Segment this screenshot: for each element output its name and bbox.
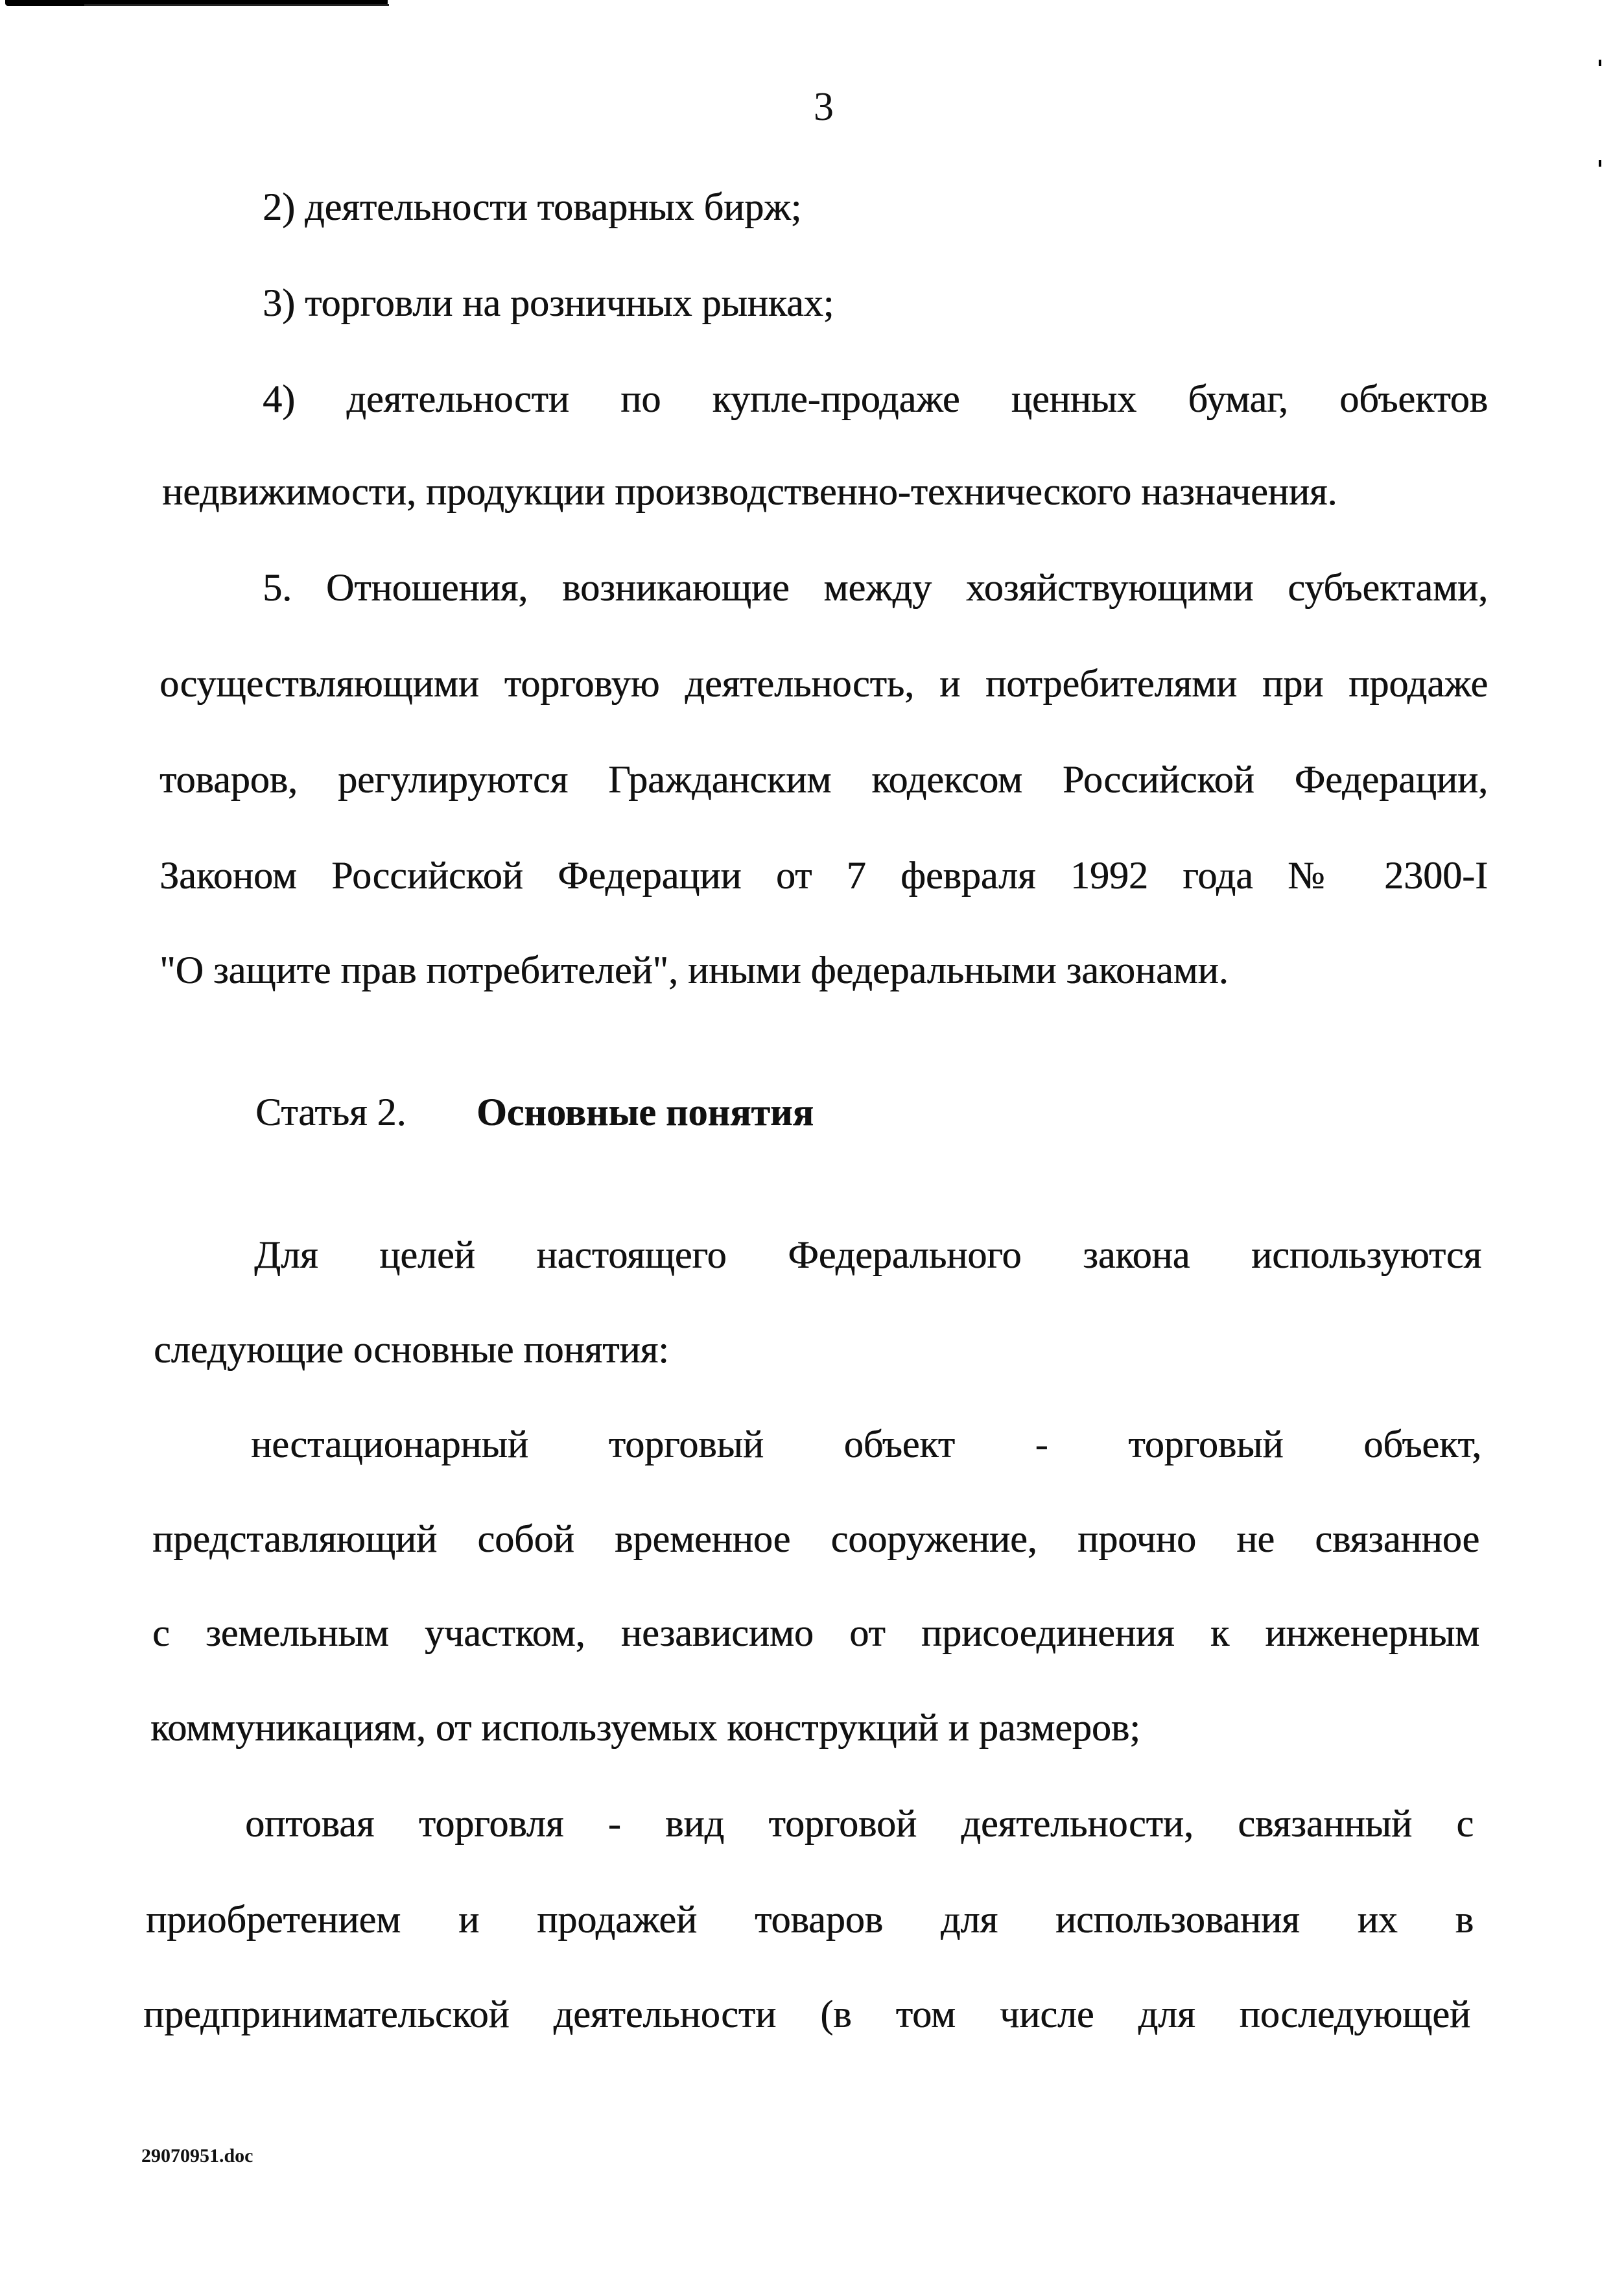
- list-item: 3) торговли на розничных рынках;: [263, 281, 834, 324]
- definition-line: приобретением и продажей товаров для использования их в: [146, 1898, 1474, 1941]
- list-item-line: 4) деятельности по купле-продаже ценных бумаг, объектов: [263, 377, 1488, 420]
- scan-artifact-dot: [1599, 60, 1601, 66]
- scan-artifact-dot: [1599, 160, 1601, 167]
- paragraph-line: товаров, регулируются Гражданским кодексом Российской Федерации,: [159, 758, 1488, 801]
- article-number: Статья 2.: [255, 1091, 406, 1133]
- definition-line: с земельным участком, независимо от присоединения к инженерным: [152, 1611, 1479, 1654]
- paragraph-line: 5. Отношения, возникающие между хозяйствующими субъектами,: [263, 566, 1488, 609]
- definition-line: оптовая торговля - вид торговой деятельности, связанный с: [245, 1802, 1474, 1845]
- paragraph-line: следующие основные понятия:: [154, 1328, 669, 1371]
- definition-line: коммуникациям, от используемых конструкций и размеров;: [150, 1706, 1140, 1749]
- paragraph-line: Для целей настоящего Федерального закона используются: [254, 1233, 1481, 1276]
- scan-artifact-line: [84, 4, 389, 6]
- article-title: Основные понятия: [477, 1091, 814, 1133]
- definition-line: нестационарный торговый объект - торговый объект,: [251, 1423, 1481, 1465]
- list-item: 2) деятельности товарных бирж;: [263, 185, 802, 228]
- definition-line: предпринимательской деятельности (в том числе для последующей: [143, 1993, 1470, 2035]
- definition-line: представляющий собой временное сооружение, прочно не связанное: [152, 1517, 1479, 1560]
- list-item-line: недвижимости, продукции производственно-технического назначения.: [162, 470, 1337, 513]
- footer-filename: 29070951.doc: [141, 2145, 253, 2166]
- paragraph-line: осуществляющими торговую деятельность, и потребителями при продаже: [159, 662, 1488, 705]
- paragraph-line: Законом Российской Федерации от 7 февраля 1992 года № 2300-I: [159, 854, 1488, 897]
- page-number: 3: [814, 85, 834, 129]
- paragraph-line: "О защите прав потребителей", иными федеральными законами.: [159, 949, 1229, 991]
